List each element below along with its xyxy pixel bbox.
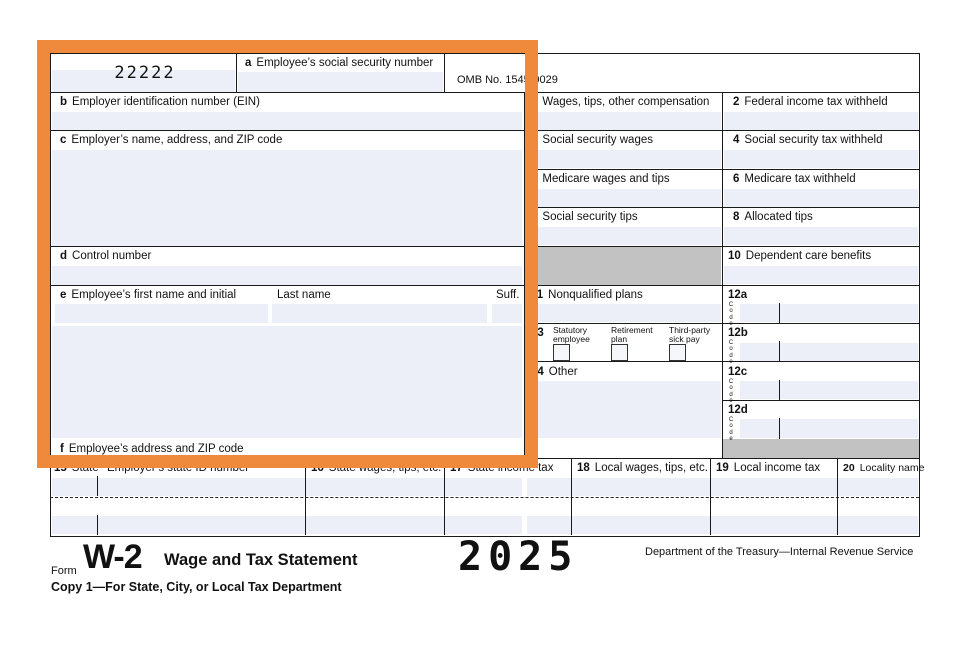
col-line <box>722 92 723 458</box>
box-e-label: e Employee’s first name and initial <box>60 289 237 301</box>
box9-label: 9 <box>531 250 538 262</box>
row-line <box>723 400 919 401</box>
box12a-label: 12a <box>728 289 748 301</box>
form-name: W-2 <box>83 538 142 576</box>
code-divider <box>779 380 780 400</box>
box10-label: 10 Dependent care benefits <box>728 250 872 262</box>
void-code: 22222 <box>114 63 176 83</box>
highlight-frame <box>37 40 538 468</box>
box18-label: 18 Local wages, tips, etc. <box>577 462 708 474</box>
box14-label: 14 Other <box>531 366 578 378</box>
form-word: Form <box>51 565 77 577</box>
box19-label: 19 Local income tax <box>716 462 821 474</box>
form-title: Wage and Tax Statement <box>164 551 358 569</box>
state-row-dashed-divider <box>50 497 919 498</box>
retirement-plan-label: Retirement plan <box>611 325 653 344</box>
code-divider <box>779 418 780 439</box>
box7-label: 7 Social security tips <box>531 211 638 223</box>
box15-label: 15 State <box>54 462 99 474</box>
box-d-label: d Control number <box>60 250 152 262</box>
code-divider <box>779 303 780 323</box>
retirement-plan-checkbox[interactable] <box>611 344 628 361</box>
box3-label: 3 Social security wages <box>531 134 653 146</box>
box-b-label: b Employer identification number (EIN) <box>60 96 260 108</box>
box17-label: 17 State income tax <box>450 462 554 474</box>
statutory-employee-label: Statutory employee <box>553 325 590 344</box>
box11-label: 11 Nonqualified plans <box>531 289 643 301</box>
box-a-label: a Employee’s social security number <box>245 57 434 69</box>
box-c-label: c Employer’s name, address, and ZIP code <box>60 134 283 146</box>
suffix-label: Suff. <box>496 289 520 301</box>
box2-label: 2 Federal income tax withheld <box>733 96 888 108</box>
third-party-sick-pay-label: Third-party sick pay <box>669 325 711 344</box>
box16-label: 16 State wages, tips, etc. <box>311 462 442 474</box>
col-line <box>97 476 98 496</box>
department-line: Department of the Treasury—Internal Revenue Service <box>645 546 914 558</box>
box8-label: 8 Allocated tips <box>733 211 813 223</box>
box20-label: 20 Locality name <box>843 462 925 474</box>
last-name-label: Last name <box>277 289 331 301</box>
code-vertical-label: C o d e <box>728 379 734 404</box>
tax-year: 2025 <box>458 534 579 580</box>
code-vertical-label: C o d e <box>728 340 734 365</box>
box15-id-label: Employer’s state ID number <box>107 462 250 474</box>
code-divider <box>779 341 780 361</box>
box4-label: 4 Social security tax withheld <box>733 134 883 146</box>
omb-number: OMB No. 1545-0029 <box>457 74 558 86</box>
box-f-label: f Employee’s address and ZIP code <box>60 443 244 455</box>
code-vertical-label: C o d e <box>728 302 734 327</box>
box13-label: 13 <box>531 327 544 339</box>
box5-label: 5 Medicare wages and tips <box>531 173 670 185</box>
box12c-label: 12c <box>728 366 748 378</box>
col-line <box>97 515 98 535</box>
box6-label: 6 Medicare tax withheld <box>733 173 856 185</box>
copy-line: Copy 1—For State, City, or Local Tax Department <box>51 580 342 594</box>
box12b-label: 12b <box>728 327 748 339</box>
code-vertical-label: C o d e <box>728 417 734 442</box>
box12d-label: 12d <box>728 404 748 416</box>
third-party-sick-pay-checkbox[interactable] <box>669 344 686 361</box>
statutory-employee-checkbox[interactable] <box>553 344 570 361</box>
box1-label: 1 Wages, tips, other compensation <box>531 96 710 108</box>
